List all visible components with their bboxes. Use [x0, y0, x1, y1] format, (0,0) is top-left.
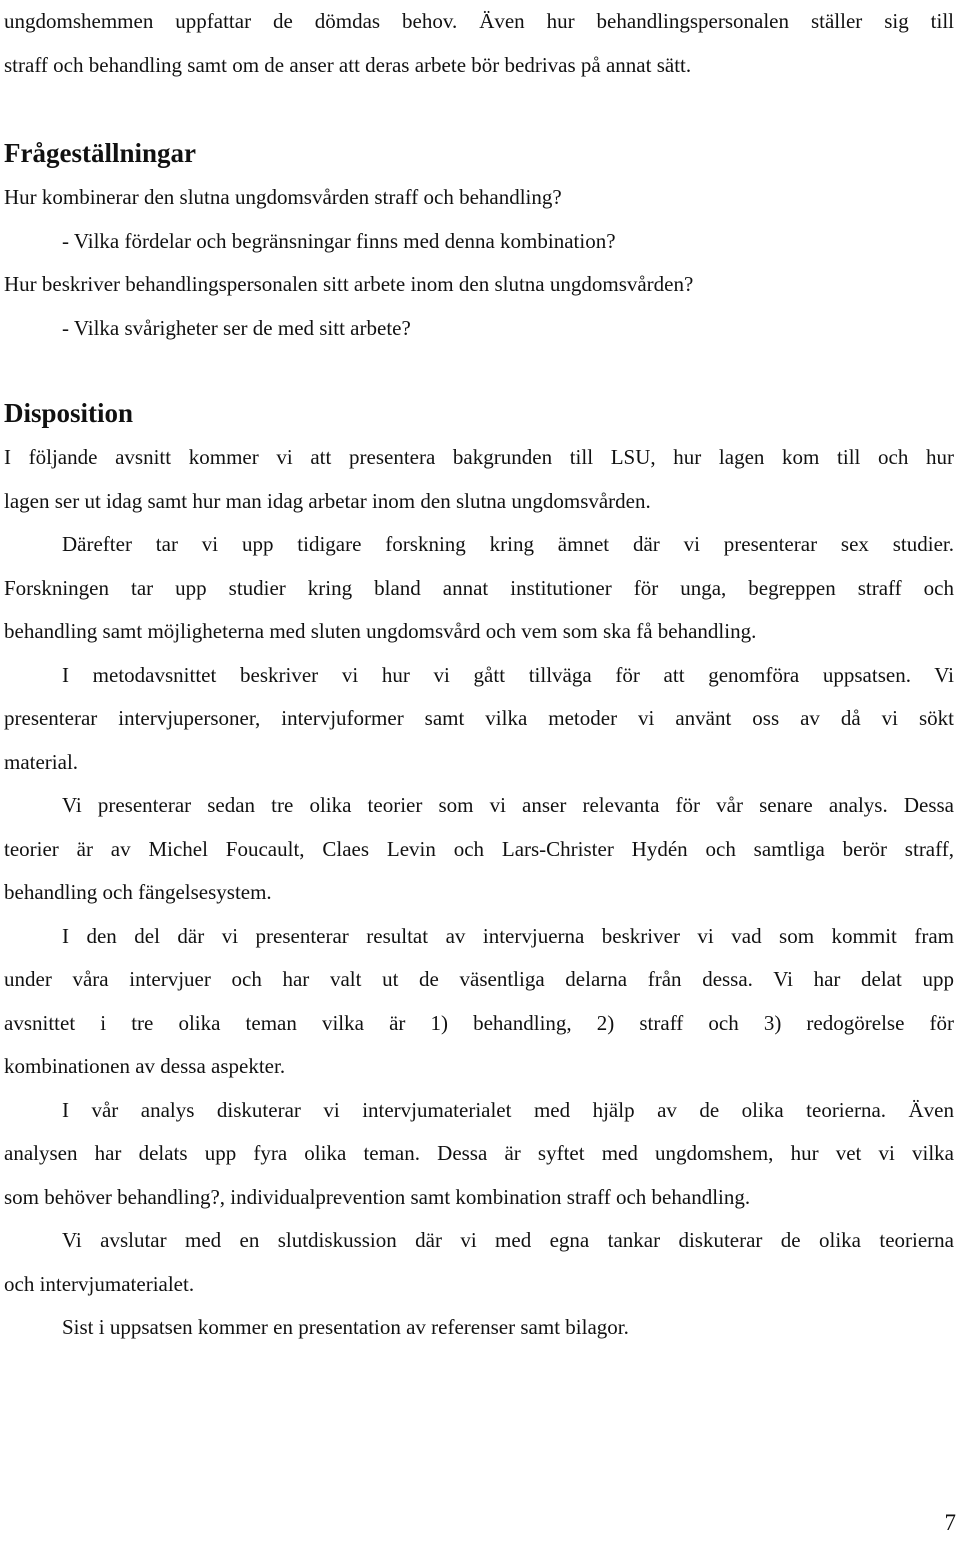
intro-line-2: straff och behandling samt om de anser att deras arbete bör bedrivas på annat sätt.: [4, 52, 692, 77]
disposition-line: Vi presenterar sedan tre olika teorier som vi anser relevanta för vår senare analys. Dessa: [62, 793, 954, 817]
disposition-line: avsnittet i tre olika teman vilka är 1) behandling, 2) straff och 3) redogörelse för: [4, 1010, 954, 1035]
page-number: 7: [944, 1510, 956, 1535]
question-1-sub: - Vilka fördelar och begränsningar finns med denna kombination?: [62, 228, 616, 253]
document-page: [4, 0, 954, 1350]
disposition-line: I följande avsnitt kommer vi att presentera bakgrunden till LSU, hur lagen kom till och hur: [4, 445, 954, 469]
intro-line-1: ungdomshemmen uppfattar de dömdas behov. Även hur behandlingspersonalen ställer sig till: [4, 9, 954, 33]
disposition-line: under våra intervjuer och har valt ut de väsentliga delarna från dessa. Vi har delat upp: [4, 967, 954, 991]
disposition-line: presenterar intervjupersoner, intervjuformer samt vilka metoder vi använt oss av då vi sökt: [4, 706, 954, 730]
disposition-line: Sist i uppsatsen kommer en presentation av referenser samt bilagor.: [62, 1315, 629, 1339]
disposition-line: och intervjumaterialet.: [4, 1271, 195, 1296]
question-1: Hur kombinerar den slutna ungdomsvården straff och behandling?: [4, 185, 562, 209]
disposition-line: behandling samt möjligheterna med sluten ungdomsvård och vem som ska få behandling.: [4, 619, 757, 643]
disposition-line: I vår analys diskuterar vi intervjumaterialet med hjälp av de olika teorierna. Även: [62, 1097, 954, 1122]
disposition-line: I metodavsnittet beskriver vi hur vi gått tillväga för att genomföra uppsatsen. Vi: [62, 662, 954, 687]
disposition-line: som behöver behandling?, individualprevention samt kombination straff och behandling.: [4, 1184, 751, 1209]
disposition-line: Därefter tar vi upp tidigare forskning kring ämnet där vi presenterar sex studier.: [62, 532, 954, 556]
disposition-line: material.: [4, 749, 79, 774]
disposition-heading: Disposition: [4, 398, 134, 428]
disposition-line: behandling och fängelsesystem.: [4, 880, 272, 904]
disposition-line: Forskningen tar upp studier kring bland annat institutioner för unga, begreppen straff och: [4, 575, 954, 600]
disposition-line: analysen har delats upp fyra olika teman. Dessa är syftet med ungdomshem, hur vet vi vilka: [4, 1141, 954, 1165]
question-2: Hur beskriver behandlingspersonalen sitt arbete inom den slutna ungdomsvården?: [4, 272, 694, 296]
fragestallningar-heading: Frågeställningar: [4, 138, 196, 168]
spacer: [4, 87, 954, 131]
disposition-line: lagen ser ut idag samt hur man idag arbetar inom den slutna ungdomsvården.: [4, 488, 651, 513]
disposition-line: Vi avslutar med en slutdiskussion där vi med egna tankar diskuterar de olika teorierna: [62, 1228, 954, 1252]
disposition-line: teorier är av Michel Foucault, Claes Levin och Lars-Christer Hydén och samtliga berör straff,: [4, 836, 954, 861]
disposition-line: kombinationen av dessa aspekter.: [4, 1054, 286, 1078]
spacer: [4, 350, 954, 391]
question-2-sub: - Vilka svårigheter ser de med sitt arbete?: [62, 315, 411, 340]
disposition-line: I den del där vi presenterar resultat av intervjuerna beskriver vi vad som kommit fram: [62, 923, 954, 948]
